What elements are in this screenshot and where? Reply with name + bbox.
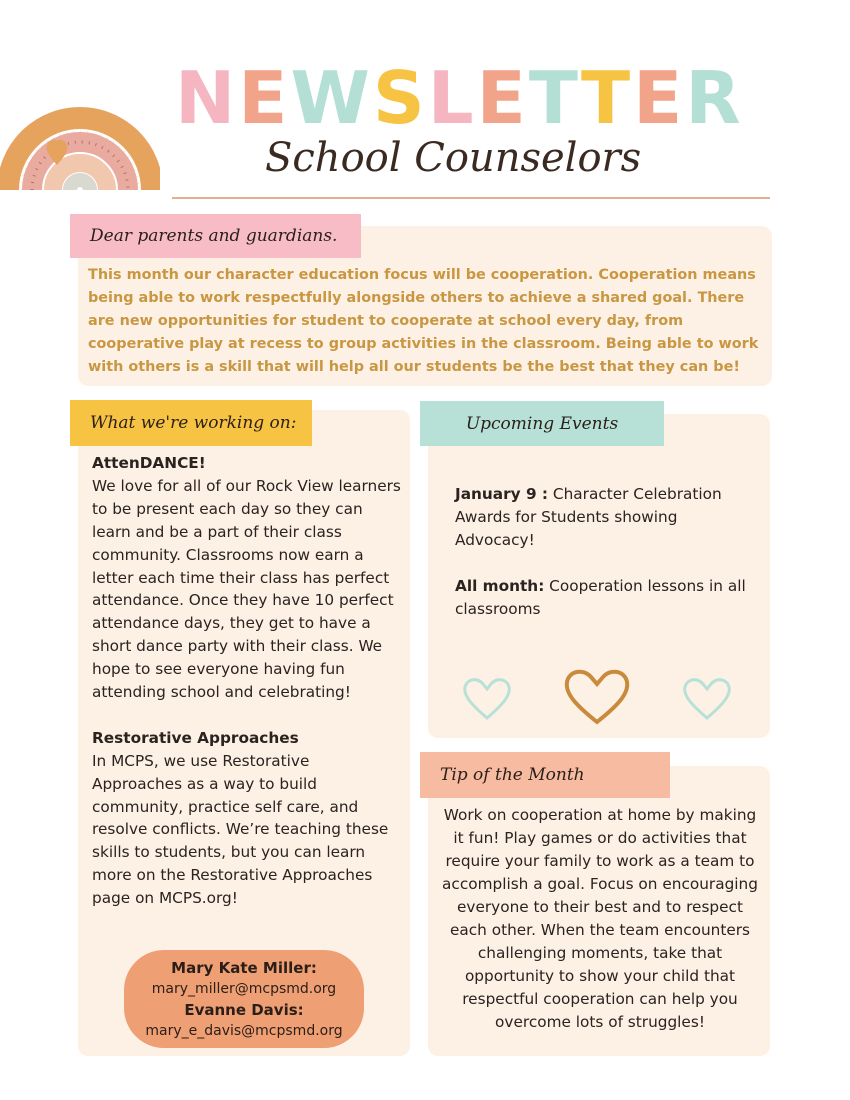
title-letter: R bbox=[685, 56, 744, 140]
tip-heading: Tip of the Month bbox=[420, 752, 670, 798]
event-item bbox=[455, 483, 755, 552]
contact-bubble bbox=[124, 950, 364, 1048]
restorative-heading: Restorative Approaches bbox=[92, 728, 299, 747]
title-letter: N bbox=[175, 56, 239, 140]
contact-email[interactable]: mary_miller@mcpsmd.org bbox=[151, 981, 337, 997]
title-letter: W bbox=[290, 56, 373, 140]
title-letter: T bbox=[528, 56, 581, 140]
working-on-heading: What we're working on: bbox=[70, 400, 312, 446]
attendance-text: We love for all of our Rock View learners to be present each day so they can learn and be a part of their class community. Classrooms now earn a letter each time their class has perfect attendance. Once they have 10 perfect attendance days, they get to have a short dance party with their class. We hope to see everyone having fun attending school and celebrating! bbox=[92, 476, 401, 702]
restorative-text: In MCPS, we use Restorative Approaches as a way to build community, practice self care, and resolve conflicts. We’re teaching these skills to students, but you can learn more on the Restorative Approaches page on MCPS.org! bbox=[92, 751, 389, 908]
attendance-heading: AttenDANCE! bbox=[92, 454, 206, 472]
hearts-decoration bbox=[455, 660, 745, 730]
working-on-body bbox=[92, 452, 402, 910]
heart-icon bbox=[465, 680, 510, 718]
title-letter: E bbox=[238, 56, 291, 140]
intro-heading: Dear parents and guardians. bbox=[70, 214, 361, 258]
title-letter: S bbox=[372, 56, 428, 140]
page-subtitle: School Counselors bbox=[265, 135, 642, 181]
heart-icon bbox=[685, 680, 730, 718]
event-item bbox=[455, 575, 755, 621]
header-divider bbox=[172, 197, 770, 199]
contact-name: Mary Kate Miller: bbox=[171, 959, 317, 977]
title-letter: L bbox=[427, 56, 477, 140]
contact-email[interactable]: mary_e_davis@mcpsmd.org bbox=[145, 1023, 343, 1039]
events-list bbox=[455, 483, 755, 621]
contact-name: Evanne Davis: bbox=[184, 1001, 304, 1019]
newsletter-title bbox=[175, 56, 744, 140]
event-date: January 9 : bbox=[455, 485, 549, 503]
event-date: All month: bbox=[455, 577, 545, 595]
event-text: Character Celebration Awards for Students showing Advocacy! bbox=[455, 485, 722, 549]
title-letter: E bbox=[476, 56, 529, 140]
intro-text: This month our character education focus will be cooperation. Cooperation means being able to work respectfully alongside others to achieve a shared goal. There are new opportunities for student to cooperate at school every day, from cooperative play at recess to group activities in the classroom. Being able to work with others is a skill that will help all our students be the best that they can be! bbox=[88, 267, 759, 375]
title-letter: E bbox=[633, 56, 686, 140]
tip-text: Work on cooperation at home by making it fun! Play games or do activities that require your family to work as a team to accomplish a goal. Focus on encouraging everyone to their best and to respect each other. When the team encounters challenging moments, take that opportunity to show your child that respectful cooperation can help you overcome lots of struggles! bbox=[442, 806, 758, 1031]
event-text: Cooperation lessons in all classrooms bbox=[455, 577, 746, 618]
rainbow-icon bbox=[0, 20, 160, 195]
title-letter: T bbox=[580, 56, 634, 140]
events-heading: Upcoming Events bbox=[420, 401, 664, 446]
heart-icon bbox=[567, 672, 627, 722]
